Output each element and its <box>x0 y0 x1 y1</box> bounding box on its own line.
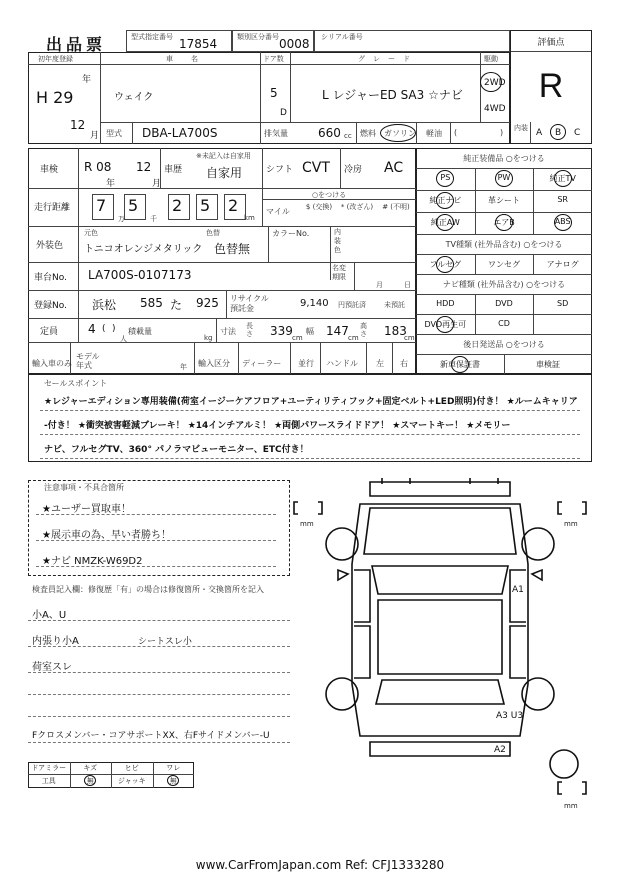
sales-line-2: -付き！ ★衝突被害軽減ブレーキ！ ★14インチアルミ！ ★両側パワースライドドア！ ★スマートキー！ ★メモリー <box>44 421 511 431</box>
name-change-day: 日 <box>404 281 411 289</box>
selected-mark <box>495 214 513 231</box>
chassis-label: 車台No. <box>34 273 67 283</box>
shift-value: CVT <box>302 160 330 176</box>
load-unit: kg <box>204 334 213 342</box>
selected-mark <box>451 356 469 373</box>
model-year-unit: 年 <box>180 363 187 371</box>
tools-cell: 無 <box>86 777 94 785</box>
name-change-month: 月 <box>376 281 383 289</box>
orig-color-label: 元色 <box>84 229 98 237</box>
model-value: DBA-LA700S <box>142 126 218 140</box>
interior-label: 内装 <box>514 124 528 132</box>
capacity-label: 定員 <box>40 327 59 337</box>
inspector-line-3: 荷室スレ <box>32 662 72 673</box>
inspector-extra: シートスレ小 <box>138 637 192 647</box>
model-label: 型式 <box>106 129 122 138</box>
nav-item: SD <box>557 299 569 308</box>
inspection-value: R 08 <box>84 160 112 174</box>
usage-note: ※未記入は自家用 <box>196 152 251 160</box>
tools-cell: 工具 <box>41 777 56 785</box>
height-value: 183 <box>384 324 407 338</box>
nav-title: ナビ種類 (社外品含む) ○をつける <box>442 280 566 289</box>
inspector-line-6: Fクロスメンバー・コアサポートXX、右Fサイドメンバー-U <box>32 731 270 741</box>
damage-a2: A2 <box>494 745 506 755</box>
import-div-label: 輸入区分 <box>198 359 230 368</box>
sales-label: セールスポイント <box>44 379 108 388</box>
color-value: トニコオレンジメタリック <box>84 244 203 255</box>
ac-value: AC <box>384 160 404 176</box>
fuel-label: 燃料 <box>360 129 376 138</box>
mm-label-fl: mm <box>300 520 314 528</box>
width-value: 147 <box>326 324 349 338</box>
type-cert-value: 17854 <box>179 37 218 51</box>
month-unit: 月 <box>90 131 100 141</box>
drive-4wd: 4WD <box>484 104 506 114</box>
tv-item: ワンセグ <box>487 260 520 269</box>
inspection-label: 車検 <box>40 165 59 175</box>
fuel-circle <box>380 124 416 142</box>
color-no-label: カラーNo. <box>272 229 310 238</box>
damage-a1: A1 <box>512 585 524 595</box>
tools-header: ワレ <box>166 764 181 772</box>
type-cert-box <box>126 30 232 52</box>
mileage-label: 走行距離 <box>34 203 71 213</box>
int-color-label: 内装色 <box>334 228 341 254</box>
length-label: 長さ <box>246 322 253 338</box>
score-label: 評価点 <box>537 38 565 48</box>
cc-label: 排気量 <box>264 129 288 138</box>
mileage-digit: 2 <box>172 196 183 215</box>
ac-label: 冷房 <box>344 165 363 175</box>
mm-label-rr: mm <box>564 802 578 810</box>
handle-label: ハンドル <box>326 359 358 368</box>
fuel-value: ガソリン <box>384 129 416 138</box>
first-reg-month: 12 <box>70 118 86 132</box>
car-damage-diagram <box>290 474 600 814</box>
tv-item: アナログ <box>546 260 579 269</box>
doors-type: D <box>280 108 287 118</box>
selected-mark <box>554 170 572 187</box>
tools-header: キズ <box>83 764 98 772</box>
sales-line-1: ★レジャーエディション専用装備(荷室イージーケアフロア+ユーティリティフック+固定ベルト+LED照明)付き！ ★ルームキャリア <box>44 397 578 407</box>
class-label: 類別区分番号 <box>237 33 279 41</box>
length-cm: cm <box>292 334 303 342</box>
nav-item: HDD <box>436 299 455 308</box>
mileage-digit: 5 <box>200 196 211 215</box>
first-reg-label: 初年度登録 <box>38 55 73 63</box>
serial-label: シリアル番号 <box>321 33 363 41</box>
later-title: 後日発送品 ○をつける <box>463 340 545 349</box>
exterior-label: 外装色 <box>36 241 64 251</box>
tools-header: ドアミラー <box>31 764 67 772</box>
selected-mark <box>495 170 513 187</box>
nav-item: DVD <box>495 299 513 308</box>
score-value: R <box>538 67 564 105</box>
recycle-value: 9,140 <box>300 298 329 309</box>
equipment-item: 純正AW <box>430 218 460 227</box>
equipment-item: 純正TV <box>549 174 576 183</box>
interior-b: B <box>555 128 562 138</box>
drive-2wd: 2WD <box>484 78 506 88</box>
tamper-label: * (改ざん) <box>340 203 374 211</box>
recycle-label: リサイクル預託金 <box>230 294 269 313</box>
reg-kana: た <box>170 298 183 312</box>
length-value: 339 <box>270 324 293 338</box>
reg-label: 登録No. <box>34 301 67 311</box>
damage-a3u3: A3 U3 <box>496 711 524 721</box>
year-unit: 年 <box>82 75 92 85</box>
height-label: 高さ <box>360 322 367 338</box>
inspection-month-unit: 月 <box>152 179 162 189</box>
mileage-digit: 5 <box>128 196 139 215</box>
car-name-value: ウェイク <box>114 92 154 103</box>
height-cm: cm <box>404 334 415 342</box>
class-box <box>232 30 314 52</box>
equipment-item: 革シート <box>487 196 520 205</box>
equipment-item: 純正ナビ <box>429 196 462 205</box>
selected-mark <box>554 214 572 231</box>
equipment-title: 純正装備品 ○をつける <box>463 154 545 163</box>
tv-item: フルセグ <box>429 260 462 269</box>
tools-cell: 無 <box>169 777 177 785</box>
capacity-value: 4 <box>88 322 96 336</box>
form-title: 出品票 <box>46 35 107 54</box>
mileage-sen: 千 <box>150 215 157 223</box>
name-change-label: 名変期限 <box>332 264 346 281</box>
parallel-label: 並行 <box>298 359 314 368</box>
mm-label-fr: mm <box>564 520 578 528</box>
grade-label: グレード <box>358 55 418 63</box>
load-label: 積載量 <box>128 327 152 336</box>
chassis-value: LA700S-0107173 <box>88 268 192 282</box>
reg-number: 925 <box>196 296 219 310</box>
nav-item: CD <box>498 319 510 328</box>
inspection-month: 12 <box>136 160 152 174</box>
dim-label: 寸法 <box>220 327 236 336</box>
note-line-3: ★ナビ NMZK-W69D2 <box>42 556 143 567</box>
inspector-label: 検査員記入欄：修復歴「有」の場合は修復箇所・交換箇所を記入 <box>32 585 264 594</box>
usage-value: 自家用 <box>206 166 243 180</box>
right-label: 右 <box>400 359 408 368</box>
cc-value: 660 <box>318 126 341 140</box>
usage-label: 車歴 <box>164 165 183 175</box>
recycle-none: 未預託 <box>384 301 405 309</box>
reg-class: 585 <box>140 296 163 310</box>
drive-2wd-circle <box>480 72 502 92</box>
interior-a: A <box>536 128 543 138</box>
equipment-item: PS <box>440 173 451 182</box>
swap-label: $ (交換) <box>305 203 333 211</box>
tv-title: TV種類 (社外品含む) ○をつける <box>445 240 563 249</box>
equipment-item: PW <box>497 173 511 182</box>
inspection-year: 年 <box>106 179 116 189</box>
model-year-label: モデル年式 <box>76 352 100 370</box>
equipment-item: ABS <box>554 217 571 226</box>
car-name-label: 車名 <box>166 55 216 63</box>
interior-b-circle <box>550 124 566 140</box>
mileage-man: 万 <box>118 215 125 223</box>
note-line-2: ★展示車の為、早い者勝ち！ <box>42 530 171 541</box>
unknown-label: # (不明) <box>382 203 410 211</box>
first-reg-era: H 29 <box>36 88 74 107</box>
import-label: 輸入車のみ <box>32 359 72 368</box>
shift-label: シフト <box>266 165 294 175</box>
capacity-unit: 人 <box>120 335 127 343</box>
mileage-digit: 2 <box>228 196 239 215</box>
serial-box <box>314 30 510 52</box>
left-label: 左 <box>376 359 384 368</box>
color-change: 色替無 <box>214 242 251 256</box>
sales-line-3: ナビ、フルセグTV、360° パノラマビューモニター、ETC付き！ <box>44 445 309 455</box>
mileage-mark-label: ○をつける <box>312 191 347 199</box>
dealer-label: ディーラー <box>242 359 282 368</box>
width-label: 幅 <box>306 327 314 336</box>
nav-item: DVD再生可 <box>424 320 467 329</box>
tools-header: ヒビ <box>124 764 139 772</box>
equipment-item: SR <box>557 195 568 204</box>
width-cm: cm <box>348 334 359 342</box>
notes-label: 注意事項・不具合箇所 <box>44 483 124 492</box>
footer-ref: www.CarFromJapan.com Ref: CFJ1333280 <box>195 858 445 872</box>
inspector-line-1: 小A、U <box>32 610 67 621</box>
light-oil-label: 軽油 <box>426 129 442 138</box>
cc-unit: cc <box>344 132 352 140</box>
mileage-digit: 7 <box>96 196 107 215</box>
drive-label: 駆動 <box>484 55 498 63</box>
mileage-km: km <box>244 214 255 222</box>
later-item: 新車保証書 <box>440 360 480 369</box>
class-value: 0008 <box>279 37 310 51</box>
mile-label: マイル <box>266 207 290 216</box>
later-item: 車検証 <box>536 360 560 369</box>
note-line-1: ★ユーザー買取車！ <box>42 504 131 515</box>
doors-label: ドア数 <box>263 55 284 63</box>
grade-value: L レジャーED SA3 ☆ナビ <box>322 88 463 102</box>
equipment-item: エアB <box>493 218 515 227</box>
color-num-label: 色替 <box>206 229 220 237</box>
recycle-unit: 円預託済 <box>338 301 366 309</box>
doors-value: 5 <box>270 86 278 100</box>
interior-c: C <box>574 128 581 138</box>
inspector-line-2: 内張り小A <box>32 636 79 647</box>
tools-cell: ジャッキ <box>117 777 146 785</box>
reg-city: 浜松 <box>92 298 117 312</box>
type-cert-label: 型式指定番号 <box>131 33 173 41</box>
